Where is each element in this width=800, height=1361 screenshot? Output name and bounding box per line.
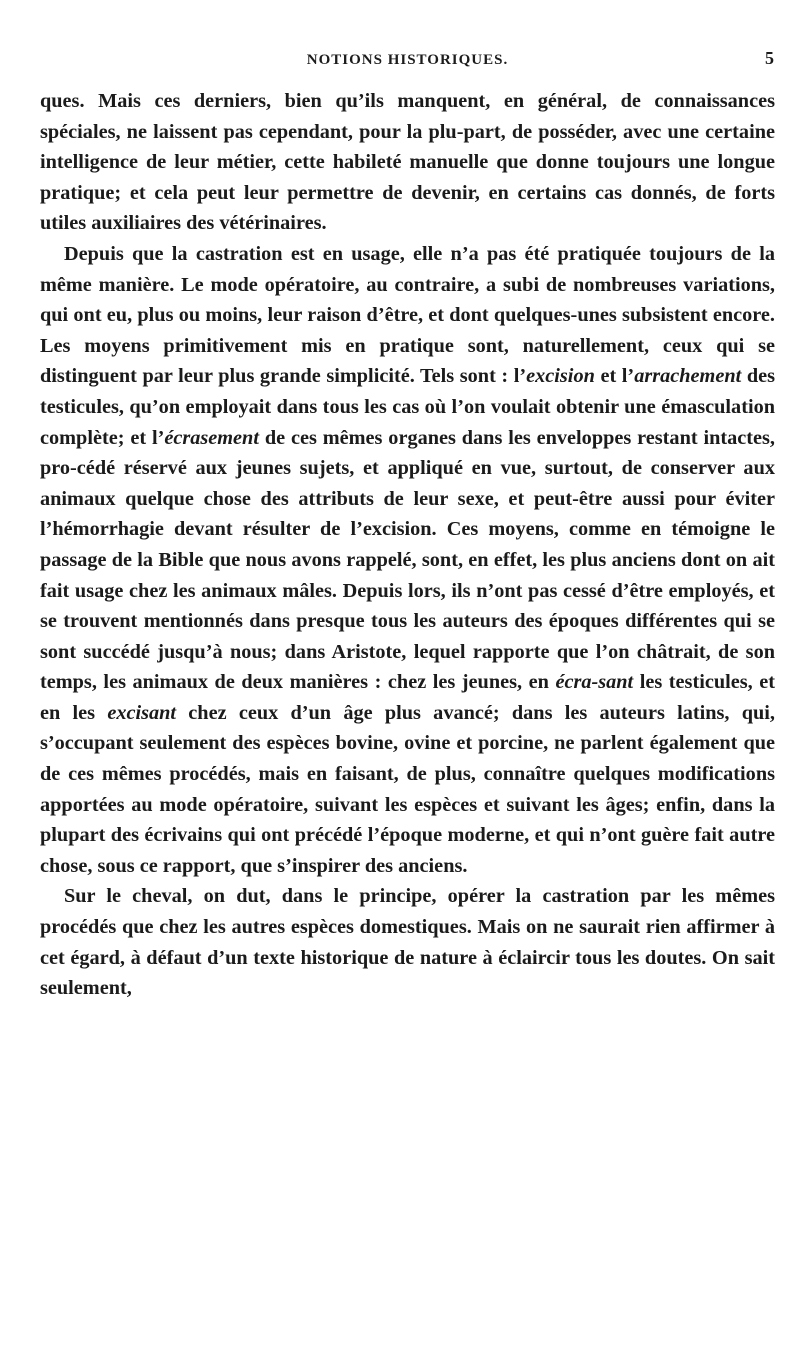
page-number: 5 — [765, 48, 775, 68]
text-run: de ces mêmes organes dans les enveloppes restant intactes, pro-cédé réservé aux jeunes sujets, et appliqué en vue, surtout, de conserver aux animaux quelque chose des attributs de leur sexe, et peut-être aussi pour éviter l’hémorrhagie devant résulter de l’excision. Ces moyens, comme en témoigne le passage de la Bible que nous avons rappelé, sont, en effet, les plus anciens dont on ait fait usage chez les animaux mâles. Depuis lors, ils n’ont pas cessé d’être employés, et se trouvent mentionnés dans presque tous les auteurs des époques différentes qui se sont succédé jusqu’à nous; dans Aristote, lequel rapporte que l’on châtrait, de son temps, les animaux de deux manières : chez les jeunes, en — [40, 426, 775, 694]
paragraph-1 — [40, 86, 775, 239]
text-run: les testicules, et en les — [40, 671, 776, 724]
italic-term-excisant: excisant — [107, 701, 177, 724]
paragraph-3-text: Sur le cheval, on dut, dans le principe, opérer la castration par les mêmes procédés que chez les autres espèces domestiques. Mais on ne saurait rien affirmer à cet égard, à défaut d’un texte historique de nature à éclaircir tous les doutes. On sait seulement, — [40, 885, 775, 1000]
text-run: et l’ — [594, 365, 635, 388]
paragraph-3 — [40, 881, 775, 1003]
paragraph-1-text: ques. Mais ces derniers, bien qu’ils manquent, en général, de connaissances spéciales, ne laissent pas cependant, pour la plu-part, de posséder, avec une certaine intelligence de leur métier, cette habileté manuelle que donne toujours une longue pratique; et cela peut leur permettre de devenir, en certains cas donnés, de forts utiles auxiliaires des vétérinaires. — [40, 90, 775, 235]
paragraph-2 — [40, 239, 775, 881]
body-text — [40, 86, 775, 1004]
running-title: NOTIONS HISTORIQUES. — [306, 52, 509, 68]
page — [40, 48, 776, 1004]
text-run: chez ceux d’un âge plus avancé; dans les auteurs latins, qui, s’occupant seulement des espèces bovine, ovine et porcine, ne parlent également que de ces mêmes procédés, mais en faisant, de plus, connaître quelques modifications apportées au mode opératoire, suivant les espèces et suivant les âges; enfin, dans la plupart des écrivains qui ont précédé l’époque moderne, et qui n’ont guère fait autre chose, sous ce rapport, que s’inspirer des anciens. — [40, 701, 776, 877]
text-run: des testicules, qu’on employait dans tous les cas où l’on voulait obtenir une émasculation complète; et l’ — [40, 365, 775, 449]
italic-term-ecrasant: écra-sant — [555, 671, 634, 694]
running-header — [40, 48, 775, 76]
italic-term-excision: excision — [526, 365, 595, 388]
italic-term-ecrasement: écrasement — [164, 426, 259, 449]
italic-term-arrachement: arrachement — [634, 365, 742, 388]
text-run: Depuis que la castration est en usage, elle n’a pas été pratiquée toujours de la même manière. Le mode opératoire, au contraire, a subi de nombreuses variations, qui ont eu, plus ou moins, leur raison d’être, et dont quelques-unes subsistent encore. Les moyens primitivement mis en pratique sont, naturellement, ceux qui se distinguent par leur plus grande simplicité. Tels sont : l’ — [40, 242, 775, 388]
